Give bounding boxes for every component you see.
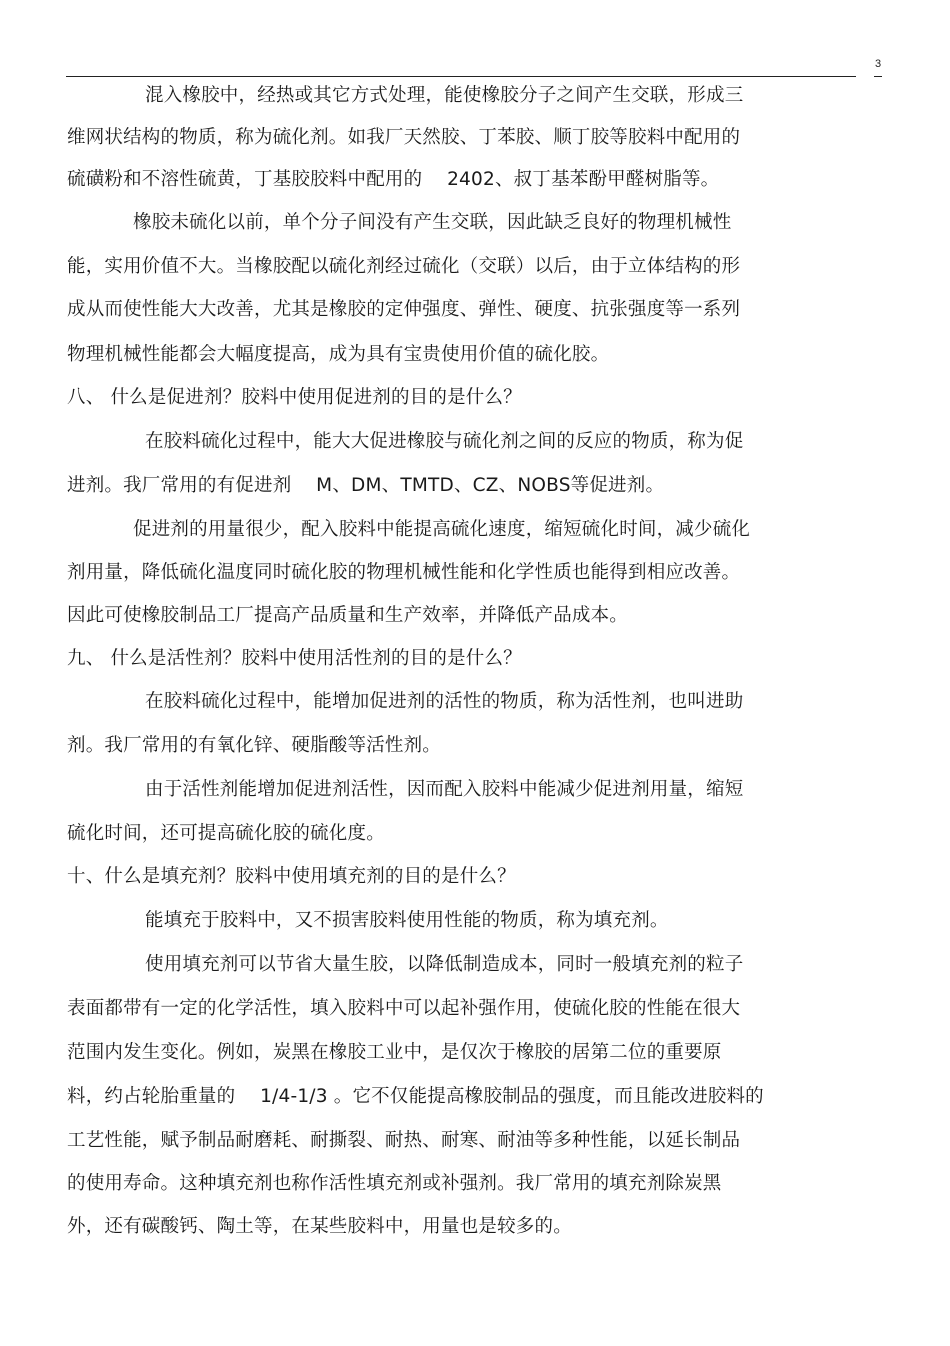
text-line: 硫化时间，还可提高硫化胶的硫化度。 <box>67 823 385 844</box>
text-line: 成从而使性能大大改善，尤其是橡胶的定伸强度、弹性、硬度、抗张强度等一系列 <box>67 299 741 320</box>
text-line: 表面都带有一定的化学活性，填入胶料中可以起补强作用，使硫化胶的性能在很大 <box>67 998 741 1019</box>
text-line: 外，还有碳酸钙、陶土等，在某些胶料中，用量也是较多的。 <box>67 1216 572 1237</box>
header-corner-tick <box>874 76 882 77</box>
text-line: 因此可使橡胶制品工厂提高产品质量和生产效率，并降低产品成本。 <box>67 605 629 626</box>
text-line: 范围内发生变化。例如，炭黑在橡胶工业中，是仅次于橡胶的居第二位的重要原 <box>67 1042 722 1063</box>
text-line: 进剂。我厂常用的有促进剂 M、DM、TMTD、CZ、NOBS等促进剂。 <box>67 475 665 496</box>
section-heading: 八、 什么是促进剂？胶料中使用促进剂的目的是什么？ <box>67 387 522 408</box>
text-line: 剂。我厂常用的有氧化锌、硬脂酸等活性剂。 <box>67 735 442 756</box>
text-line: 能填充于胶料中，又不损害胶料使用性能的物质，称为填充剂。 <box>145 910 669 931</box>
text-line: 剂用量，降低硫化温度同时硫化胶的物理机械性能和化学性质也能得到相应改善。 <box>67 562 741 583</box>
header-rule <box>66 76 856 77</box>
text-line: 硫磺粉和不溶性硫黄，丁基胶胶料中配用的 2402、叔丁基苯酚甲醛树脂等。 <box>67 169 720 190</box>
section-heading: 九、 什么是活性剂？胶料中使用活性剂的目的是什么？ <box>67 648 522 669</box>
text-line: 在胶料硫化过程中，能大大促进橡胶与硫化剂之间的反应的物质，称为促 <box>145 431 744 452</box>
text-line: 物理机械性能都会大幅度提高，成为具有宝贵使用价值的硫化胶。 <box>67 344 610 365</box>
text-line: 混入橡胶中，经热或其它方式处理，能使橡胶分子之间产生交联，形成三 <box>145 85 744 106</box>
section-heading: 十、什么是填充剂？胶料中使用填充剂的目的是什么？ <box>67 866 516 887</box>
text-line: 工艺性能，赋予制品耐磨耗、耐撕裂、耐热、耐寒、耐油等多种性能，以延长制品 <box>67 1130 741 1151</box>
text-line: 由于活性剂能增加促进剂活性，因而配入胶料中能减少促进剂用量，缩短 <box>145 779 744 800</box>
text-line: 在胶料硫化过程中，能增加促进剂的活性的物质，称为活性剂，也叫进助 <box>145 691 744 712</box>
text-line: 料，约占轮胎重量的 1/4-1/3 。它不仅能提高橡胶制品的强度，而且能改进胶料的 <box>67 1086 764 1107</box>
text-line: 维网状结构的物质，称为硫化剂。如我厂天然胶、丁苯胶、顺丁胶等胶料中配用的 <box>67 127 741 148</box>
page-number: 3 <box>875 58 882 70</box>
text-line: 橡胶未硫化以前，单个分子间没有产生交联，因此缺乏良好的物理机械性 <box>133 212 732 233</box>
text-line: 的使用寿命。这种填充剂也称作活性填充剂或补强剂。我厂常用的填充剂除炭黑 <box>67 1173 722 1194</box>
text-line: 使用填充剂可以节省大量生胶，以降低制造成本，同时一般填充剂的粒子 <box>145 954 744 975</box>
text-line: 能，实用价值不大。当橡胶配以硫化剂经过硫化（交联）以后，由于立体结构的形 <box>67 256 741 277</box>
text-line: 促进剂的用量很少，配入胶料中能提高硫化速度，缩短硫化时间，减少硫化 <box>133 519 751 540</box>
